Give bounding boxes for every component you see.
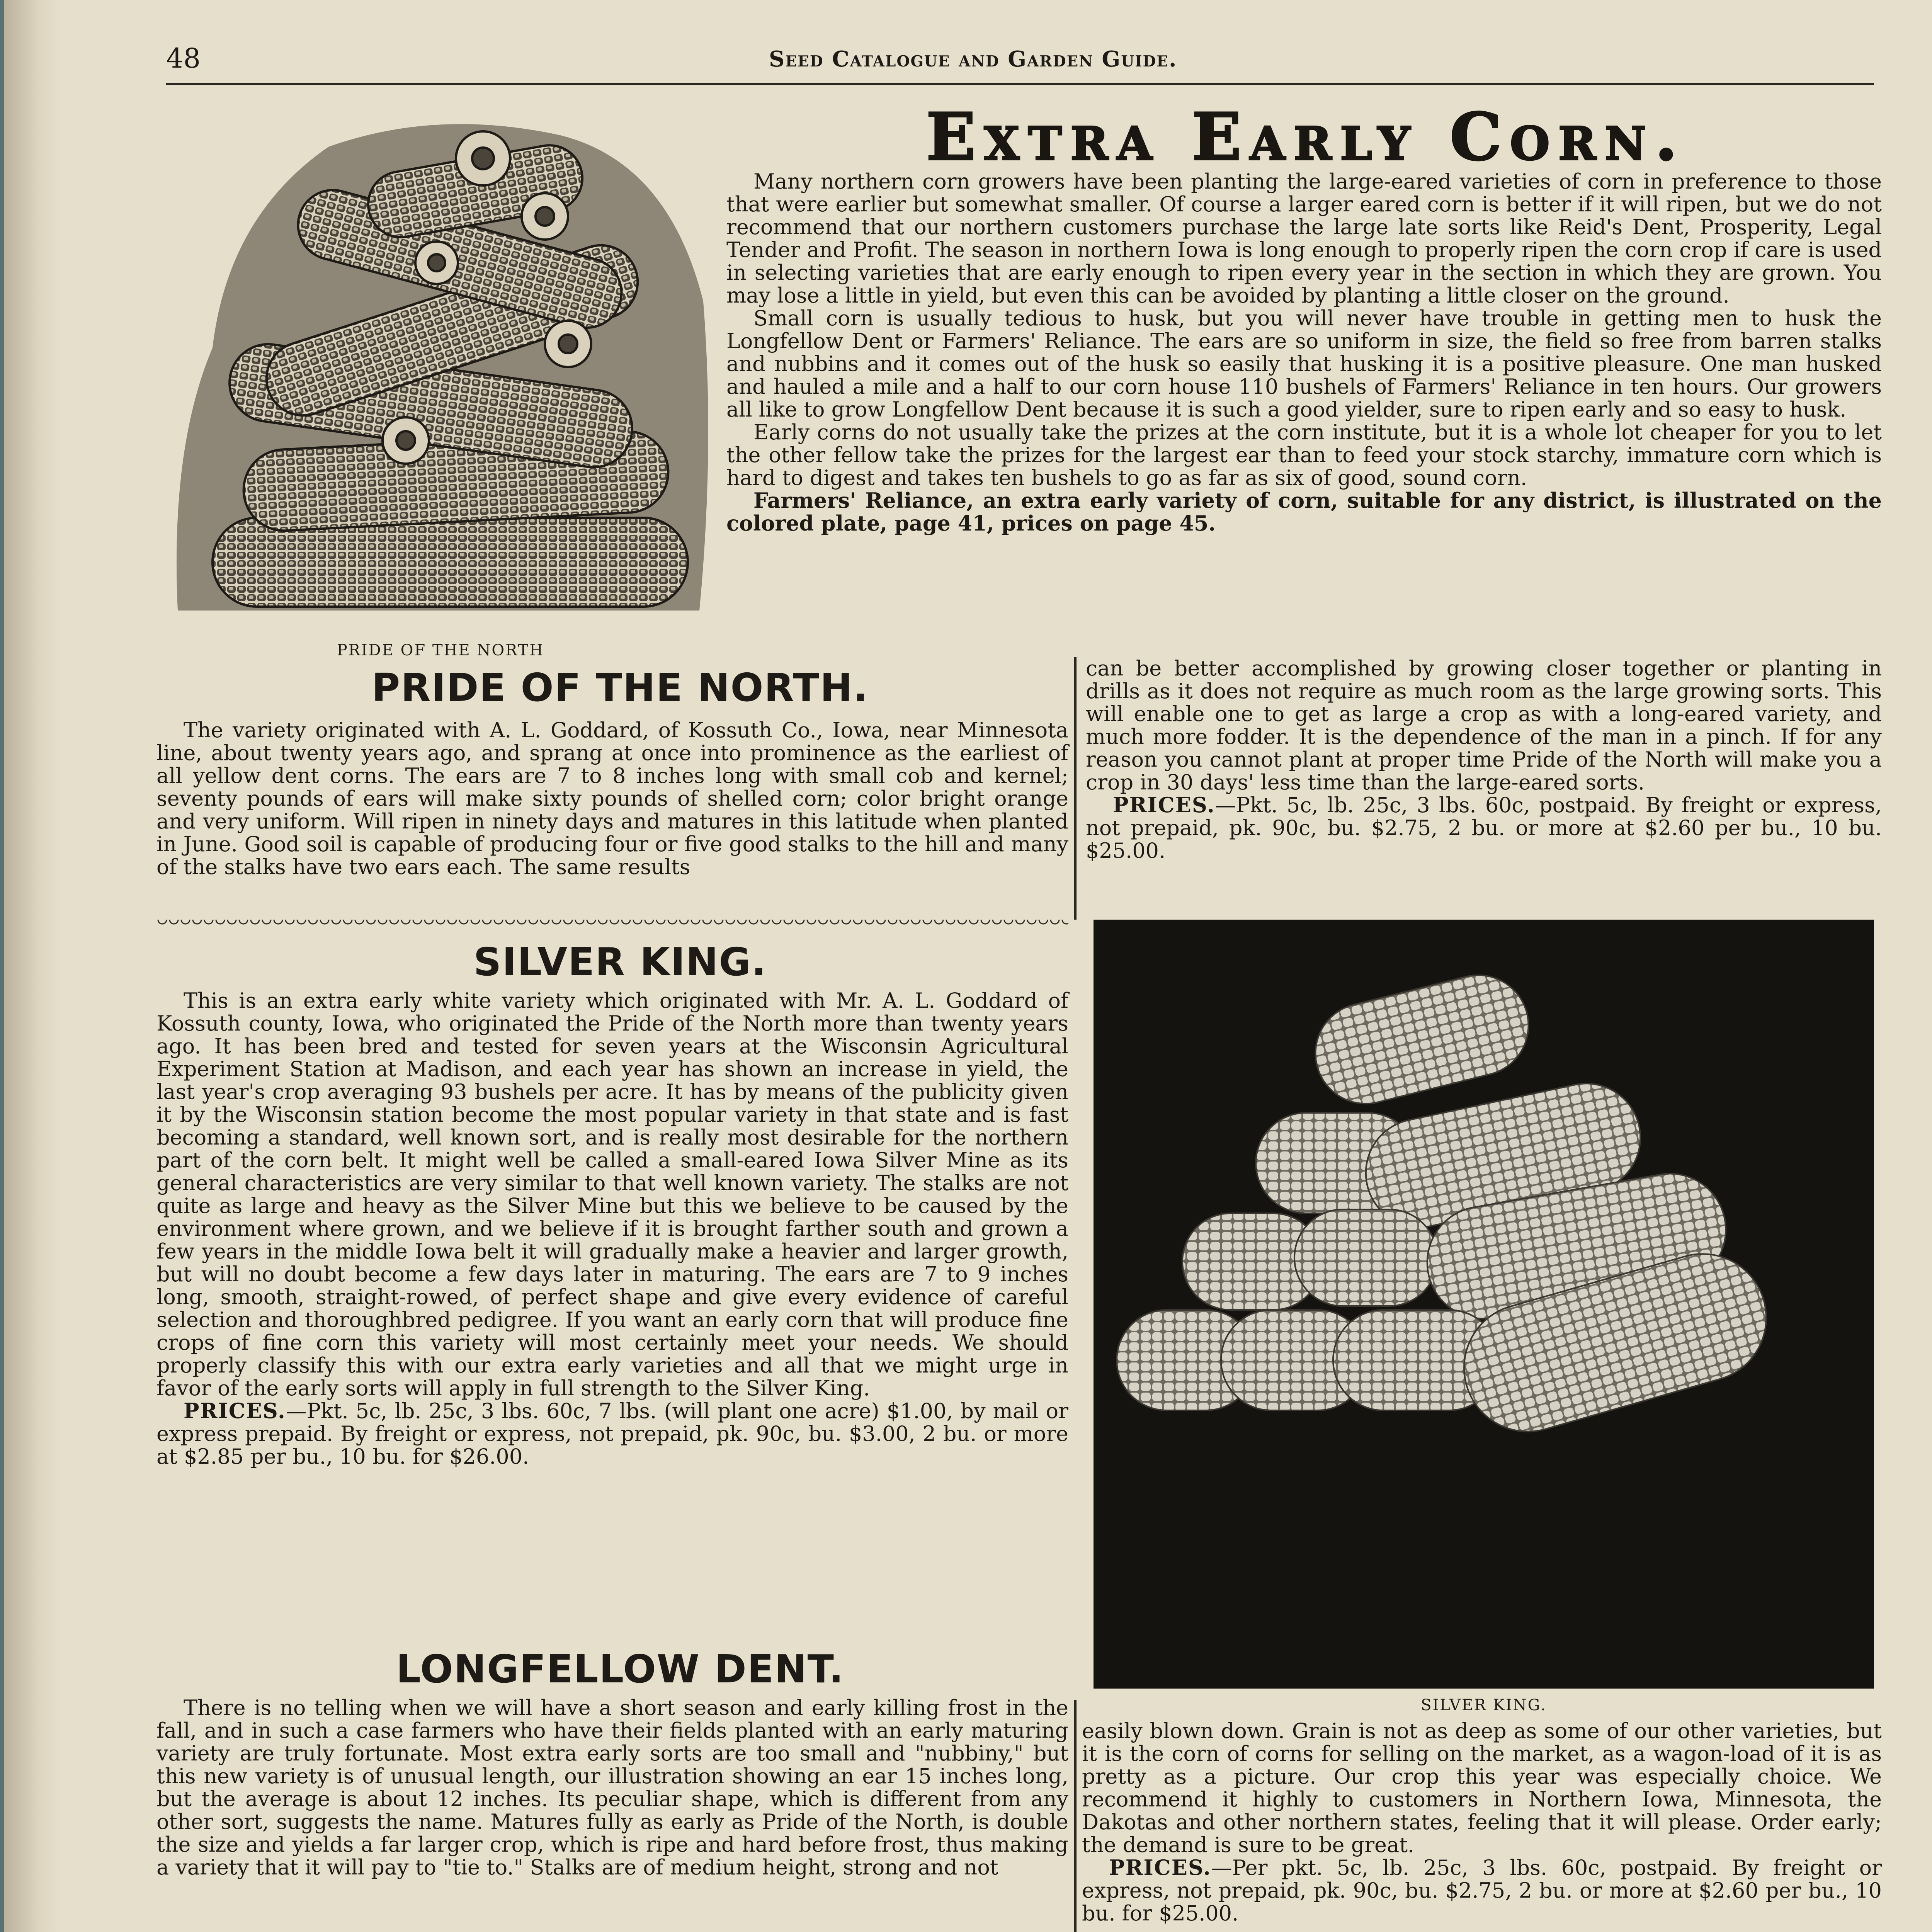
running-title: Seed Catalogue and Garden Guide. — [769, 46, 1177, 72]
longfellow-text-right — [1082, 1719, 1882, 1925]
pride-text-right — [1086, 657, 1882, 862]
silver-image-caption: SILVER KING. — [1421, 1696, 1547, 1714]
wavy-rule — [156, 920, 1068, 928]
column-divider — [1074, 657, 1077, 920]
longfellow-text-left — [156, 1696, 1068, 1879]
intro-paragraph: Early corns do not usually take the prizes at the corn institute, but it is a whole lot cheaper for you to let the other fellow take the prizes for the largest ear than to feed your stock starchy, immature corn which is hard to digest and takes ten bushels to go as far as six of good, sound corn. — [726, 420, 1882, 490]
intro-paragraph: Many northern corn growers have been planting the large-eared varieties of corn in preference to those that were earlier but somewhat smaller. Of course a larger eared corn is better if it will ripen, but we do not recommend that our northern customers purchase the large late sorts like Reid's Dent, Prosperity, Legal Tender and Profit. The season in northern Iowa is long enough to properly ripen the corn crop if care is used in selecting varieties that are early enough to ripen every year in the section in which they are grown. You may lose a little in yield, but even this can be avoided by planting a little closer on the ground. — [726, 169, 1882, 308]
silver-king-photo — [1094, 920, 1874, 1689]
pride-corn-engraving — [166, 100, 715, 638]
longfellow-paragraph: There is no telling when we will have a short season and early killing frost in the fall, and in such a case farmers who have their fields planted with an early maturing variety are truly fortunate. Most extra early sorts are too small and "nubbiny," but this new variety is of unusual length, our illustration showing an ear 15 inches long, but the average is about 12 inches. Its peculiar shape, which is different from any other sort, suggests the name. Matures fully as early as Pride of the North, is double the size and yields a far larger crop, which is ripe and hard before frost, thus making a variety that it will pay to "tie to." Stalks are of medium height, strong and not — [156, 1696, 1068, 1879]
longfellow-title: LONGFELLOW DENT. — [396, 1646, 844, 1692]
silver-text — [156, 989, 1068, 1468]
pride-prices-text: —Pkt. 5c, lb. 25c, 3 lbs. 60c, postpaid. By freight or express, not prepaid, pk. 90c, bu. $2.75, 2 bu. or more at $2.60 per bu., 10 bu. $25.00. — [1086, 793, 1882, 863]
longfellow-prices-text: —Per pkt. 5c, lb. 25c, 3 lbs. 60c, postpaid. By freight or express, not prepaid, pk. 90c, bu. $2.75, 2 bu. or more at $2.60 per bu., 10 bu. for $25.00. — [1082, 1855, 1882, 1925]
pride-image-caption: PRIDE OF THE NORTH — [337, 641, 544, 659]
header-rule — [166, 83, 1874, 85]
reliance-note: Farmers' Reliance, an extra early variety of corn, suitable for any district, is illustrated on the colored plate, page 41, prices on page 45. — [726, 488, 1882, 536]
silver-paragraph: This is an extra early white variety which originated with Mr. A. L. Goddard of Kossuth county, Iowa, who originated the Pride of the North more than twenty years ago. It has been bred and tested for seven years at the Wisconsin Agricultural Experiment Station at Madison, and each year has shown an increase in yield, the last year's crop averaging 93 bushels per acre. It has by means of the publicity given it by the Wisconsin station become the most popular variety in that state and is fast becoming a standard, well known sort, and is really most desirable for the northern part of the corn belt. It might well be called a small-eared Iowa Silver Mine as its general characteristics are very similar to that well known variety. The stalks are not quite as large and heavy as the Silver Mine but this we believe to be caused by the environment where grown, and we believe if it is brought farther south and grown a few years in the middle Iowa belt it will gradually make a heavier and larger growth, but will no doubt become a few days later in maturing. The ears are 7 to 9 inches long, smooth, straight-rowed, of perfect shape and give every evidence of careful selection and thoroughbred pedigree. If you want an early corn that will produce fine crops of fine corn this variety will most certainly meet your needs. We should properly classify this with our extra early varieties and all that we might urge in favor of the early sorts will apply in full strength to the Silver King. — [156, 988, 1068, 1400]
pride-paragraph-continued: can be better accomplished by growing closer together or planting in drills as it does not require as much room as the large growing sorts. This will enable one to get as large a crop as with a long-eared variety, and much more fodder. It is the dependence of the man in a pinch. If for any reason you cannot plant at proper time Pride of the North will make you a crop in 30 days' less time than the large-eared sorts. — [1086, 656, 1882, 794]
page-number: 48 — [166, 43, 201, 74]
silver-title: SILVER KING. — [473, 939, 767, 985]
silver-prices-text: —Pkt. 5c, lb. 25c, 3 lbs. 60c, 7 lbs. (will plant one acre) $1.00, by mail or express prepaid. By freight or express, not prepaid, pk. 90c, bu. $3.00, 2 bu. or more at $2.85 per bu., 10 bu. for $26.00. — [156, 1399, 1068, 1469]
silver-corn-pile — [1094, 920, 1874, 1689]
intro-text — [726, 170, 1882, 535]
longfellow-paragraph-continued: easily blown down. Grain is not as deep as some of our other varieties, but it is the corn of corns for selling on the market, as a wagon-load of it is as pretty as a picture. Our crop this year was especially choice. We recommend it highly to customers in Northern Iowa, Minnesota, the Dakotas and other northern states, feeling that it will please. Order early; the demand is sure to be great. — [1082, 1719, 1882, 1857]
pride-paragraph: The variety originated with A. L. Goddard, of Kossuth Co., Iowa, near Minnesota line, about twenty years ago, and sprang at once into prominence as the earliest of all yellow dent corns. The ears are 7 to 8 inches long with small cob and kernel; seventy pounds of ears will make sixty pounds of shelled corn; color bright orange and very uniform. Will ripen in ninety days and matures in this latitude when planted in June. Good soil is capable of producing four or five good stalks to the hill and many of the stalks have two ears each. The same results — [156, 718, 1068, 879]
column-divider — [1074, 1700, 1077, 1932]
pride-prices-label: PRICES. — [1113, 793, 1215, 817]
pride-title: PRIDE OF THE NORTH. — [372, 665, 869, 710]
silver-prices-label: PRICES. — [184, 1398, 286, 1423]
longfellow-prices-label: PRICES. — [1109, 1855, 1211, 1880]
pride-illustration — [166, 100, 715, 638]
catalogue-page — [4, 0, 1932, 1932]
pride-text-left — [156, 719, 1068, 878]
intro-paragraph: Small corn is usually tedious to husk, but you will never have trouble in getting men to husk the Longfellow Dent or Farmers' Reliance. The ears are so uniform in size, the field so free from barren stalks and nubbins and it comes out of the husk so easily that husking it is a positive pleasure. One man husked and hauled a mile and a half to our corn house 110 bushels of Farmers' Reliance in ten hours. Our growers all like to grow Longfellow Dent because it is such a good yielder, sure to ripen early and so easy to husk. — [726, 306, 1882, 422]
main-title: Extra Early Corn. — [926, 99, 1686, 175]
